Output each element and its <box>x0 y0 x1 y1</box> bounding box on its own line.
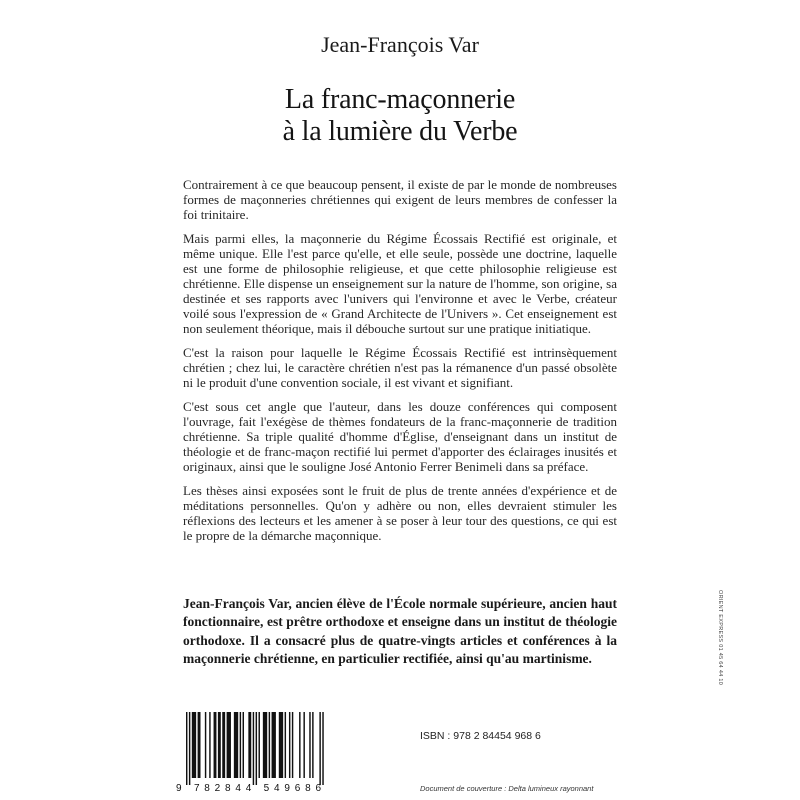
author-bio: Jean-François Var, ancien élève de l'École normale supérieure, ancien haut fonctionnaire, est prêtre orthodoxe et enseigne dans un institut de théologie orthodoxe. Il a consacré plus de quatre-vingts articles et conférences à la maçonnerie chrétienne, en particulier rectifiée, ainsi qu'au martinisme. <box>183 596 617 666</box>
barcode-bar <box>222 712 225 778</box>
barcode-bar <box>205 712 206 778</box>
book-title <box>0 84 800 148</box>
cover-credit: Document de couverture : Delta lumineux rayonnant <box>420 784 594 793</box>
blurb-paragraph-3: C'est la raison pour laquelle le Régime Écossais Rectifié est intrinsèquement chrétien ; chez lui, le caractère chrétien n'est pas la rémanence d'un passé obsolète ni le produit d'une convention sociale, il est vivant et signifiant. <box>183 345 617 390</box>
barcode-bar <box>243 712 244 778</box>
blurb <box>183 177 617 552</box>
barcode-bar <box>253 712 254 785</box>
blurb-paragraph-2: Mais parmi elles, la maçonnerie du Régime Écossais Rectifié est originale, et même unique. Elle l'est parce qu'elle, et elle seule, possède une doctrine, laquelle est une forme de philosophie religieuse, et que cette philosophie religieuse est chrétienne. Elle dispense un enseignement sur la nature de l'homme, son origine, sa destinée et ses rapports avec l'univers qui l'environne et avec le Verbe, créateur voilé sous l'expression de « Grand Architecte de l'Univers ». Cet enseignement est non seulement théorique, mais il débouche surtout sur une pratique initiatique. <box>183 231 617 336</box>
barcode-bar <box>218 712 221 778</box>
barcode-bar <box>299 712 300 778</box>
barcode-number: 9 782844 549686 <box>176 783 326 794</box>
barcode-bar <box>272 712 276 778</box>
barcode-bar <box>292 712 293 778</box>
barcode-bar <box>209 712 210 778</box>
barcode <box>176 712 328 786</box>
barcode-bar <box>303 712 304 778</box>
barcode-bar <box>263 712 267 778</box>
barcode-bar <box>322 712 323 785</box>
barcode-bar <box>198 712 201 778</box>
barcode-bar <box>192 712 196 778</box>
barcode-bar <box>312 712 313 778</box>
author-name: Jean-François Var <box>321 32 479 57</box>
title-line-1: La franc-maçonnerie <box>284 84 516 115</box>
barcode-bar <box>269 712 270 778</box>
barcode-bar <box>256 712 257 785</box>
barcode-bar <box>285 712 286 778</box>
barcode-bar <box>248 712 251 778</box>
barcode-bar <box>259 712 260 778</box>
blurb-paragraph-4: C'est sous cet angle que l'auteur, dans les douze conférences qui composent l'ouvrage, fait l'exégèse de thèmes fondateurs de la franc-maçonnerie de tradition chrétienne. Sa triple qualité d'homme d'Église, d'enseignant dans un institut de théologie et de franc-maçon rectifié lui permet d'apporter des éclairages inusités et originaux, ainsi que le souligne José Antonio Ferrer Benimeli dans sa préface. <box>183 399 617 474</box>
barcode-bar <box>309 712 310 778</box>
barcode-bar <box>234 712 238 778</box>
printer-note: ORIENT EXPRESS 01 45 64 44 10 <box>717 590 723 686</box>
blurb-paragraph-1: Contrairement à ce que beaucoup pensent, il existe de par le monde de nombreuses formes de maçonneries chrétiennes qui exigent de leurs membres de confesser la foi trinitaire. <box>183 177 617 222</box>
isbn: ISBN : 978 2 84454 968 6 <box>420 730 541 742</box>
barcode-bar <box>289 712 290 778</box>
barcode-bar <box>186 712 187 785</box>
barcode-bar <box>214 712 217 778</box>
barcode-bar <box>279 712 283 778</box>
barcode-bar <box>240 712 241 778</box>
barcode-bar <box>227 712 231 778</box>
barcode-bar <box>319 712 320 785</box>
title-line-2: à la lumière du Verbe <box>282 116 518 147</box>
blurb-paragraph-5: Les thèses ainsi exposées sont le fruit de plus de trente années d'expérience et de méditations personnelles. Qu'on y adhère ou non, elles devraient stimuler les réflexions des lecteurs et les amener à se poser à leur tour des questions, ce qui est le propre de la démarche maçonnique. <box>183 483 617 543</box>
barcode-bar <box>189 712 190 785</box>
